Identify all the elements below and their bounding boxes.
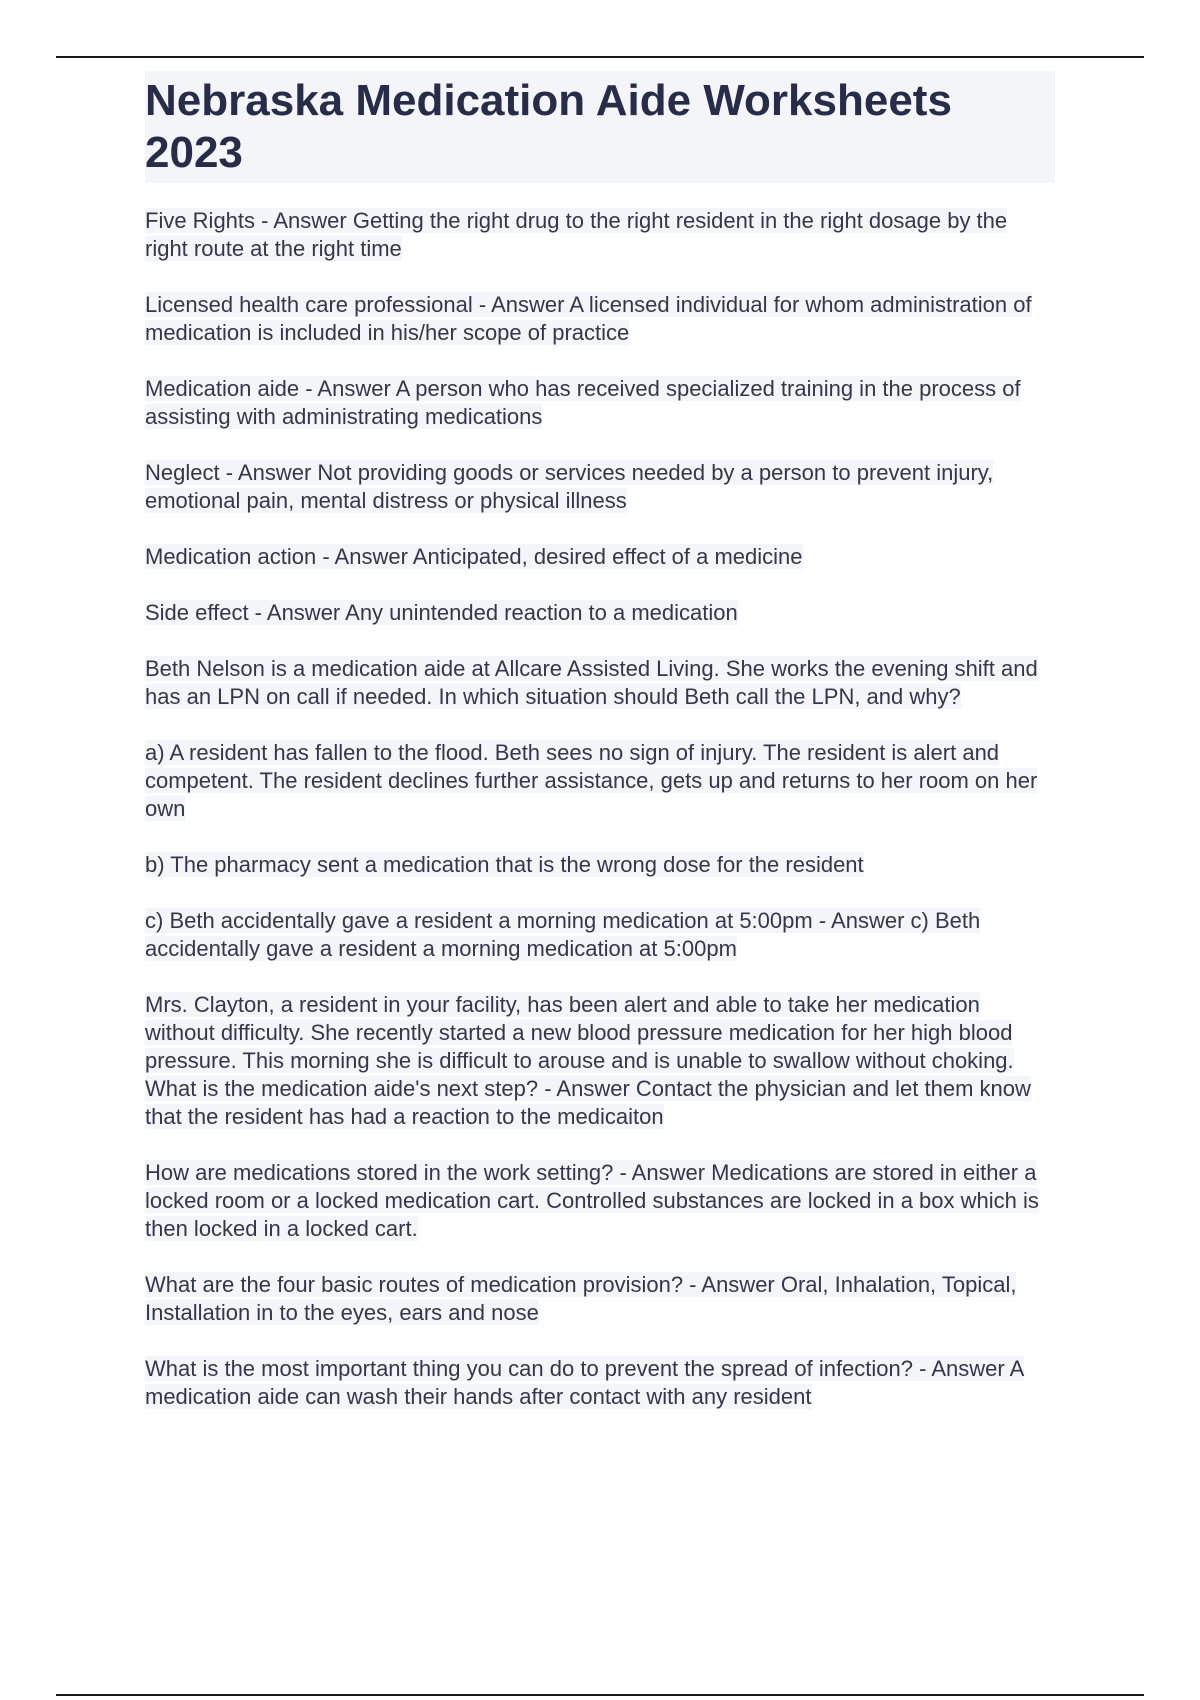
bottom-rule (56, 1694, 1144, 1696)
qa-entry: Five Rights - Answer Getting the right drug to the right resident in the right dosage by the right route at the right time (145, 208, 1008, 261)
qa-entry: Medication aide - Answer A person who has received specialized training in the process of assisting with administrating medications (145, 376, 1021, 429)
qa-entry: Mrs. Clayton, a resident in your facility, has been alert and able to take her medication without difficulty. She recently started a new blood pressure medication for her high blood pressure. This morning she is difficult to arouse and is unable to swallow without choking. What is the medication aide's next step? - Answer Contact the physician and let them know that the resident has had a reaction to the medicaiton (145, 992, 1031, 1129)
page-title: Nebraska Medication Aide Worksheets 2023 (145, 76, 952, 177)
qa-entry: c) Beth accidentally gave a resident a morning medication at 5:00pm - Answer c) Beth accidentally gave a resident a morning medication at 5:00pm (145, 908, 981, 961)
qa-entry: Licensed health care professional - Answer A licensed individual for whom administration of medication is included in his/her scope of practice (145, 292, 1032, 345)
qa-entry: Neglect - Answer Not providing goods or services needed by a person to prevent injury, emotional pain, mental distress or physical illness (145, 460, 994, 513)
qa-entry: Side effect - Answer Any unintended reaction to a medication (145, 600, 738, 625)
qa-entry: What is the most important thing you can do to prevent the spread of infection? - Answer A medication aide can wash their hands after contact with any resident (145, 1356, 1025, 1409)
qa-list (145, 207, 1055, 1411)
qa-entry: Beth Nelson is a medication aide at Allcare Assisted Living. She works the evening shift and has an LPN on call if needed. In which situation should Beth call the LPN, and why? (145, 656, 1038, 709)
qa-entry: b) The pharmacy sent a medication that is the wrong dose for the resident (145, 852, 864, 877)
qa-entry: What are the four basic routes of medication provision? - Answer Oral, Inhalation, Topical, Installation in to the eyes, ears and nose (145, 1272, 1017, 1325)
top-rule (56, 56, 1144, 58)
document-body (145, 71, 1055, 1439)
title-block (145, 71, 1055, 183)
qa-entry: Medication action - Answer Anticipated, desired effect of a medicine (145, 544, 803, 569)
qa-entry: a) A resident has fallen to the flood. Beth sees no sign of injury. The resident is alert and competent. The resident declines further assistance, gets up and returns to her room on her own (145, 740, 1038, 821)
qa-entry: How are medications stored in the work setting? - Answer Medications are stored in either a locked room or a locked medication cart. Controlled substances are locked in a box which is then locked in a locked cart. (145, 1160, 1039, 1241)
